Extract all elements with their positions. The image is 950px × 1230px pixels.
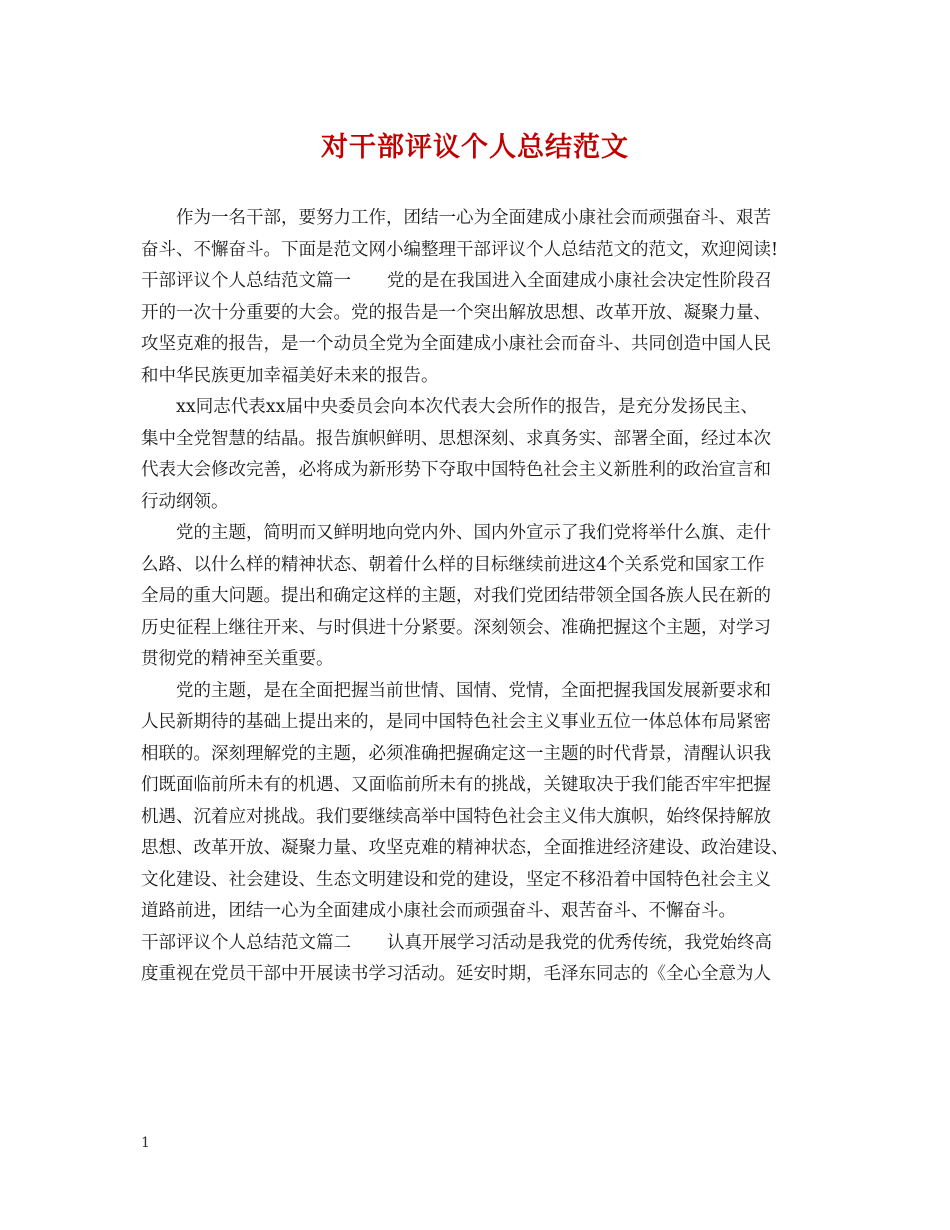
text-line bbox=[141, 298, 821, 330]
line-text: 行动纲领。 bbox=[141, 491, 229, 512]
text-line bbox=[141, 896, 821, 928]
line-text: 奋斗、不懈奋斗。下面是范文网小编整理干部评议个人总结范文的范文，欢迎阅读! bbox=[141, 239, 779, 260]
line-text: 攻坚克难的报告，是一个动员全党为全面建成小康社会而奋斗、共同创造中国人民 bbox=[141, 334, 771, 354]
text-line bbox=[141, 581, 821, 613]
line-text: 文化建设、社会建设、生态文明建设和党的建设，坚定不移沿着中国特色社会主义 bbox=[141, 869, 771, 890]
section-heading: 干部评议个人总结范文篇二 bbox=[141, 932, 351, 953]
line-text: 贯彻党的精神至关重要。 bbox=[141, 649, 334, 669]
line-text: 开的一次十分重要的大会。党的报告是一个突出解放思想、改革开放、凝聚力量、 bbox=[141, 302, 771, 323]
text-line bbox=[141, 361, 821, 393]
line-text: 人民新期待的基础上提出来的，是同中国特色社会主义事业五位一体总体布局紧密 bbox=[141, 712, 771, 732]
text-line bbox=[141, 707, 821, 739]
text-line bbox=[141, 329, 821, 361]
line-text: 党的主题，简明而又鲜明地向党内外、国内外宣示了我们党将举什么旗、走什 bbox=[176, 523, 771, 543]
line-text: 机遇、沉着应对挑战。我们要继续高举中国特色社会主义伟大旗帜，始终保持解放 bbox=[141, 806, 771, 827]
text-line bbox=[141, 770, 821, 802]
document-body bbox=[141, 203, 821, 991]
line-text: 集中全党智慧的结晶。报告旗帜鲜明、思想深刻、求真务实、部署全面，经过本次 bbox=[141, 428, 771, 449]
line-text: 们既面临前所未有的机遇、又面临前所未有的挑战，关键取决于我们能否牢牢把握 bbox=[141, 775, 771, 795]
document-title: 对干部评议个人总结范文 bbox=[321, 132, 629, 163]
text-line bbox=[141, 644, 821, 676]
text-line bbox=[141, 392, 821, 424]
line-text: 相联的。深刻理解党的主题，必须准确把握确定这一主题的时代背景，清醒认识我 bbox=[141, 743, 771, 764]
section-heading: 干部评议个人总结范文篇一 bbox=[141, 271, 351, 291]
line-text: 作为一名干部，要努力工作，团结一心为全面建成小康社会而顽强奋斗、艰苦 bbox=[176, 208, 771, 228]
text-line bbox=[141, 518, 821, 550]
line-text: 和中华民族更加幸福美好未来的报告。 bbox=[141, 365, 439, 386]
text-line bbox=[141, 550, 821, 582]
text-line bbox=[141, 235, 821, 267]
line-text: 全局的重大问题。提出和确定这样的主题，对我们党团结带领全国各族人民在新的 bbox=[141, 586, 771, 606]
text-line bbox=[141, 613, 821, 645]
line-text: 度重视在党员干部中开展读书学习活动。延安时期，毛泽东同志的《全心全意为人 bbox=[141, 964, 771, 984]
text-line bbox=[141, 959, 821, 991]
line-text: 思想、改革开放、凝聚力量、攻坚克难的精神状态，全面推进经济建设、政治建设、 bbox=[141, 838, 789, 858]
text-line bbox=[141, 739, 821, 771]
text-line bbox=[141, 203, 821, 235]
text-line bbox=[141, 455, 821, 487]
line-text: 党的主题，是在全面把握当前世情、国情、党情，全面把握我国发展新要求和 bbox=[176, 680, 771, 701]
text-line bbox=[141, 928, 821, 960]
line-text: 么路、以什么样的精神状态、朝着什么样的目标继续前进这4个关系党和国家工作 bbox=[141, 554, 765, 575]
line-text: 历史征程上继往开来、与时俱进十分紧要。深刻领会、准确把握这个主题，对学习 bbox=[141, 617, 771, 638]
line-text: 认真开展学习活动是我党的优秀传统，我党始终高 bbox=[387, 932, 772, 953]
text-line bbox=[141, 676, 821, 708]
text-line bbox=[141, 424, 821, 456]
text-line bbox=[141, 833, 821, 865]
text-line bbox=[141, 865, 821, 897]
text-line bbox=[141, 487, 821, 519]
line-text: 道路前进，团结一心为全面建成小康社会而顽强奋斗、艰苦奋斗、不懈奋斗。 bbox=[141, 901, 736, 921]
line-text: 党的是在我国进入全面建成小康社会决定性阶段召 bbox=[387, 271, 772, 291]
line-text: xx同志代表xx届中央委员会向本次代表大会所作的报告，是充分发扬民主、 bbox=[176, 397, 758, 417]
text-line bbox=[141, 266, 821, 298]
text-line bbox=[141, 802, 821, 834]
line-text: 代表大会修改完善，必将成为新形势下夺取中国特色社会主义新胜利的政治宣言和 bbox=[141, 460, 771, 480]
page-number: 1 bbox=[141, 1135, 150, 1151]
